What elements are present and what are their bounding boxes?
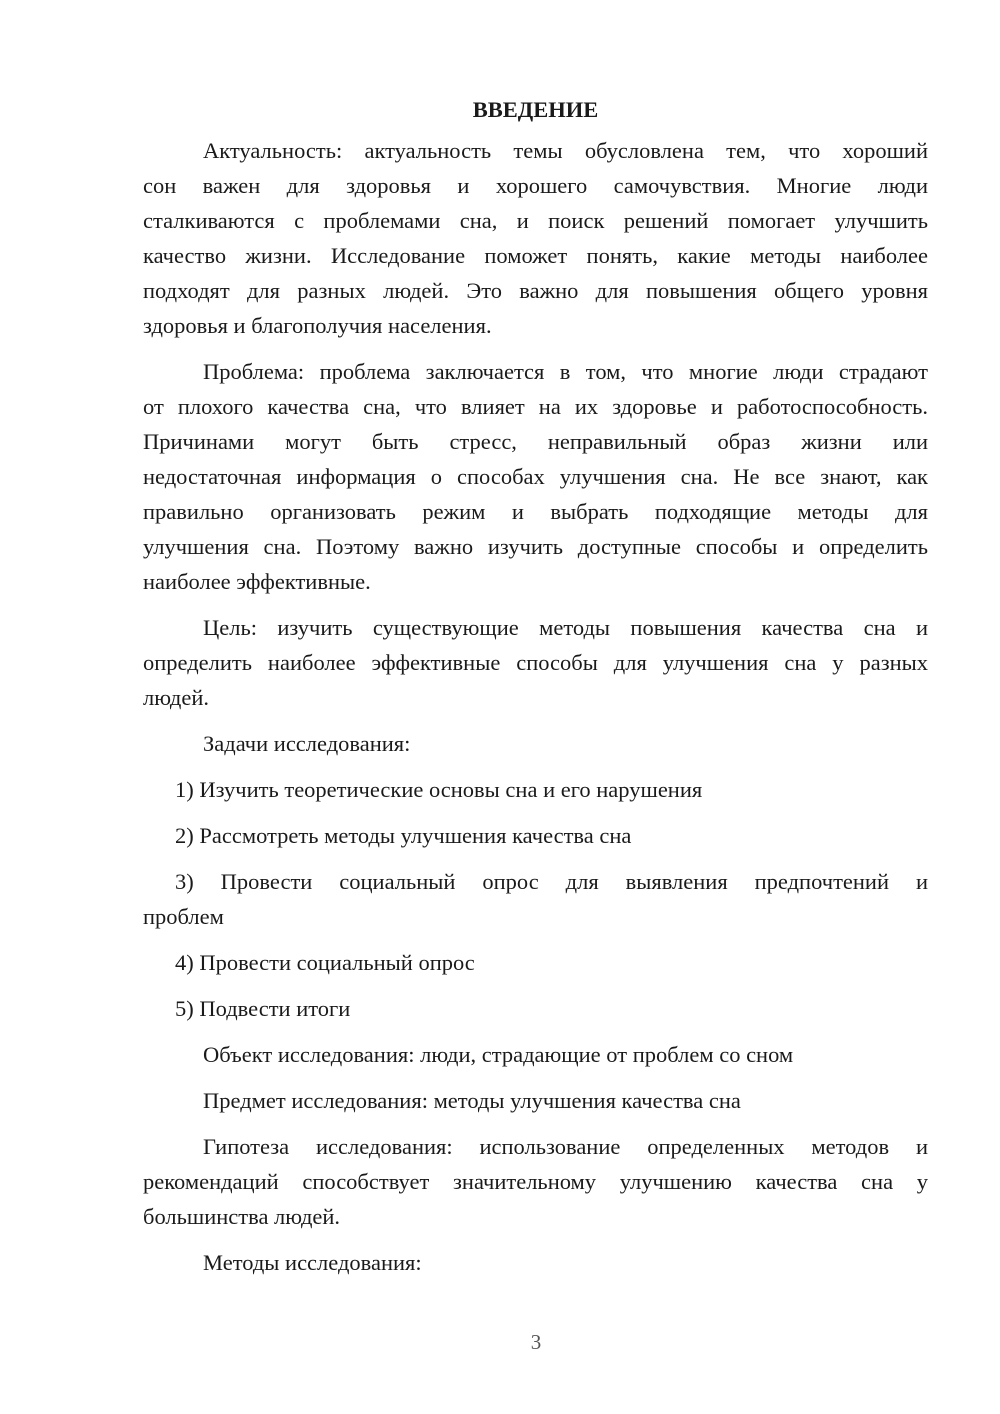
text-line: Гипотеза исследования: использование определенных методов и: [203, 1134, 928, 1159]
text-line: Проблема: проблема заключается в том, что многие люди страдают: [203, 359, 928, 384]
text-line: улучшения сна. Поэтому важно изучить доступные способы и определить: [143, 534, 928, 559]
text-line: здоровья и благополучия населения.: [143, 313, 492, 338]
paragraph: [143, 1083, 928, 1118]
text-line: большинства людей.: [143, 1204, 341, 1229]
list-item: [143, 945, 928, 980]
text-line: Задачи исследования:: [203, 731, 411, 756]
text-line: Предмет исследования: методы улучшения качества сна: [203, 1088, 741, 1113]
text-line: подходят для разных людей. Это важно для повышения общего уровня: [143, 278, 928, 303]
paragraph: [143, 133, 928, 343]
list-item: [143, 772, 928, 807]
list-item: [143, 818, 928, 853]
text-line: Актуальность: актуальность темы обусловлена тем, что хороший: [203, 138, 928, 163]
text-line: 5) Подвести итоги: [175, 996, 351, 1021]
document-page: [143, 92, 928, 1291]
paragraph: [143, 726, 928, 761]
paragraph: [143, 1245, 928, 1280]
document-body: [143, 133, 928, 1280]
paragraph: [143, 1129, 928, 1234]
text-line: сталкиваются с проблемами сна, и поиск решений помогает улучшить: [143, 208, 928, 233]
text-line: сон важен для здоровья и хорошего самочувствия. Многие люди: [143, 173, 928, 198]
text-line: правильно организовать режим и выбрать подходящие методы для: [143, 499, 928, 524]
section-title: ВВЕДЕНИЕ: [472, 97, 599, 122]
text-line: Методы исследования:: [203, 1250, 422, 1275]
paragraph: [143, 1037, 928, 1072]
page-number: 3: [530, 1330, 542, 1354]
text-line: людей.: [143, 685, 209, 710]
text-line: наиболее эффективные.: [143, 569, 371, 594]
text-line: 1) Изучить теоретические основы сна и его нарушения: [175, 777, 703, 802]
list-item: [143, 864, 928, 934]
text-line: Причинами могут быть стресс, неправильный образ жизни или: [143, 429, 928, 454]
list-item: [143, 991, 928, 1026]
text-line: недостаточная информация о способах улучшения сна. Не все знают, как: [143, 464, 928, 489]
text-line: 2) Рассмотреть методы улучшения качества сна: [175, 823, 632, 848]
text-line: Объект исследования: люди, страдающие от проблем со сном: [203, 1042, 794, 1067]
paragraph: [143, 354, 928, 599]
text-line: рекомендаций способствует значительному улучшению качества сна у: [143, 1169, 928, 1194]
text-line: 3) Провести социальный опрос для выявления предпочтений и: [175, 869, 928, 894]
text-line: 4) Провести социальный опрос: [175, 950, 475, 975]
text-line: качество жизни. Исследование поможет понять, какие методы наиболее: [143, 243, 928, 268]
text-line: Цель: изучить существующие методы повышения качества сна и: [203, 615, 928, 640]
text-line: от плохого качества сна, что влияет на их здоровье и работоспособность.: [143, 394, 928, 419]
text-line: проблем: [143, 904, 224, 929]
paragraph: [143, 610, 928, 715]
text-line: определить наиболее эффективные способы для улучшения сна у разных: [143, 650, 928, 675]
